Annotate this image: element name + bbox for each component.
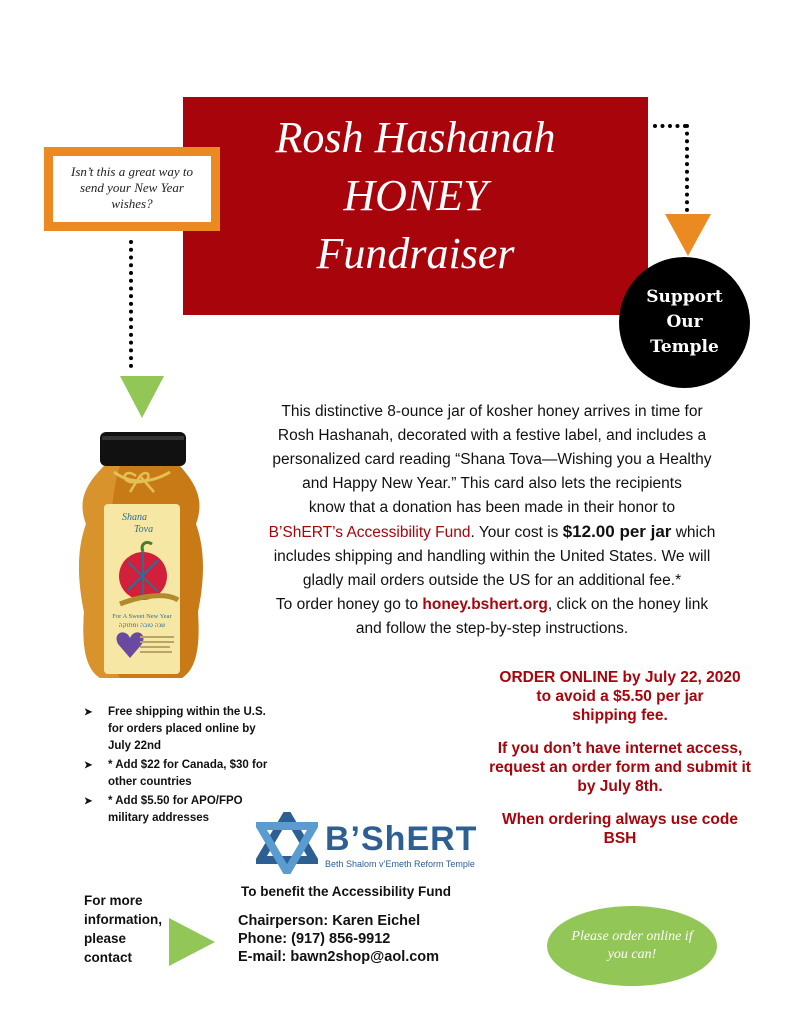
jar-label-hebrew: שנה טובה ומתוקה: [118, 622, 166, 629]
down-arrow-orange-icon: [665, 214, 711, 256]
callout-line-2: send your New Year: [80, 180, 184, 195]
contact-info: [238, 912, 439, 966]
cost-suffix: which: [671, 524, 716, 541]
dotted-connector-top: [653, 124, 687, 128]
online-line-1: ORDER ONLINE by July 22, 2020: [499, 669, 741, 686]
oval-line-2: you can!: [607, 947, 657, 962]
body-line-2: Rosh Hashanah, decorated with a festive label, and includes a: [277, 427, 707, 444]
right-arrow-icon: [169, 918, 215, 966]
dotted-connector-right: [685, 124, 689, 212]
title-banner: [183, 97, 648, 315]
fund-name: B’ShERT’s Accessibility Fund: [268, 524, 471, 541]
bullet-text: * Add $22 for Canada, $30 for other countries: [108, 759, 268, 788]
phone: Phone: (917) 856-9912: [238, 931, 391, 947]
cost-prefix: . Your cost is: [470, 524, 563, 541]
more-info-line-3: please: [84, 931, 127, 946]
email[interactable]: E-mail: bawn2shop@aol.com: [238, 949, 440, 965]
body-line-8: gladly mail orders outside the US for an additional fee.*: [302, 572, 682, 589]
more-info-line-4: contact: [84, 950, 133, 965]
body-line-1: This distinctive 8-ounce jar of kosher honey arrives in time for: [281, 403, 703, 420]
title-line-3: Fundraiser: [316, 229, 515, 278]
badge-line-1: Support: [646, 287, 723, 307]
chairperson: Chairperson: Karen Eichel: [238, 913, 421, 929]
arrow-bullet-icon: ➤: [84, 707, 93, 718]
bullet-text: Free shipping within the U.S. for orders placed online by July 22nd: [108, 706, 266, 752]
body-line-7: includes shipping and handling within the United States. We will: [273, 548, 711, 565]
body-line-6: [232, 520, 752, 545]
bullet-item: [84, 704, 274, 755]
jar-label-line-2: Tova: [134, 524, 154, 535]
order-suffix: , click on the honey link: [547, 596, 709, 613]
online-line-3: shipping fee.: [572, 707, 668, 724]
offline-line-2: request an order form and submit it: [489, 759, 751, 776]
code-line-1: When ordering always use code: [501, 811, 738, 828]
body-line-9: [232, 593, 752, 617]
jar-label-line-1: Shana: [122, 512, 147, 523]
price: $12.00 per jar: [562, 522, 672, 541]
callout-line-3: wishes?: [111, 196, 153, 211]
star-of-david-logo-icon: [256, 812, 318, 874]
shipping-bullets: [84, 704, 274, 829]
badge-line-3: Temple: [650, 337, 719, 357]
body-line-10: and follow the step-by-step instructions.: [355, 620, 629, 637]
benefit-text: To benefit the Accessibility Fund: [241, 884, 452, 899]
title-line-1: Rosh Hashanah: [275, 113, 556, 162]
title-line-2: HONEY: [343, 171, 488, 220]
callout-box: [44, 147, 220, 231]
bullet-text: * Add $5.50 for APO/FPO military addresses: [108, 795, 243, 824]
down-arrow-icon: [120, 376, 164, 418]
arrow-bullet-icon: ➤: [84, 796, 93, 807]
more-info-line-2: information,: [84, 912, 162, 927]
order-prefix: To order honey go to: [275, 596, 423, 613]
description-text: [232, 400, 752, 641]
order-info: [470, 668, 770, 848]
more-info-line-1: For more: [84, 893, 143, 908]
support-badge: [619, 257, 750, 388]
logo-name: B’ShERT: [325, 820, 478, 858]
honey-jar-image: [70, 432, 210, 680]
callout-line-1: Isn’t this a great way to: [71, 164, 193, 179]
body-line-3: personalized card reading “Shana Tova—Wishing you a Healthy: [272, 451, 712, 468]
jar-label-sweet: For A Sweet New Year: [112, 613, 172, 620]
code-line-2: BSH: [603, 830, 637, 847]
online-line-2: to avoid a $5.50 per jar: [536, 688, 704, 705]
badge-line-2: Our: [666, 312, 703, 332]
arrow-bullet-icon: ➤: [84, 760, 93, 771]
order-online-oval: [547, 906, 717, 986]
offline-line-1: If you don’t have internet access,: [497, 740, 743, 757]
body-line-5: know that a donation has been made in their honor to: [308, 499, 676, 516]
body-line-4: and Happy New Year.” This card also lets the recipients: [302, 475, 682, 492]
offline-line-3: by July 8th.: [577, 778, 663, 795]
bullet-item: [84, 793, 274, 827]
dotted-connector-left: [129, 240, 133, 368]
bullet-item: [84, 757, 274, 791]
oval-line-1: Please order online if: [571, 929, 693, 944]
order-link[interactable]: honey.bshert.org: [422, 596, 548, 613]
logo-subtitle: Beth Shalom v’Emeth Reform Temple: [325, 859, 475, 869]
